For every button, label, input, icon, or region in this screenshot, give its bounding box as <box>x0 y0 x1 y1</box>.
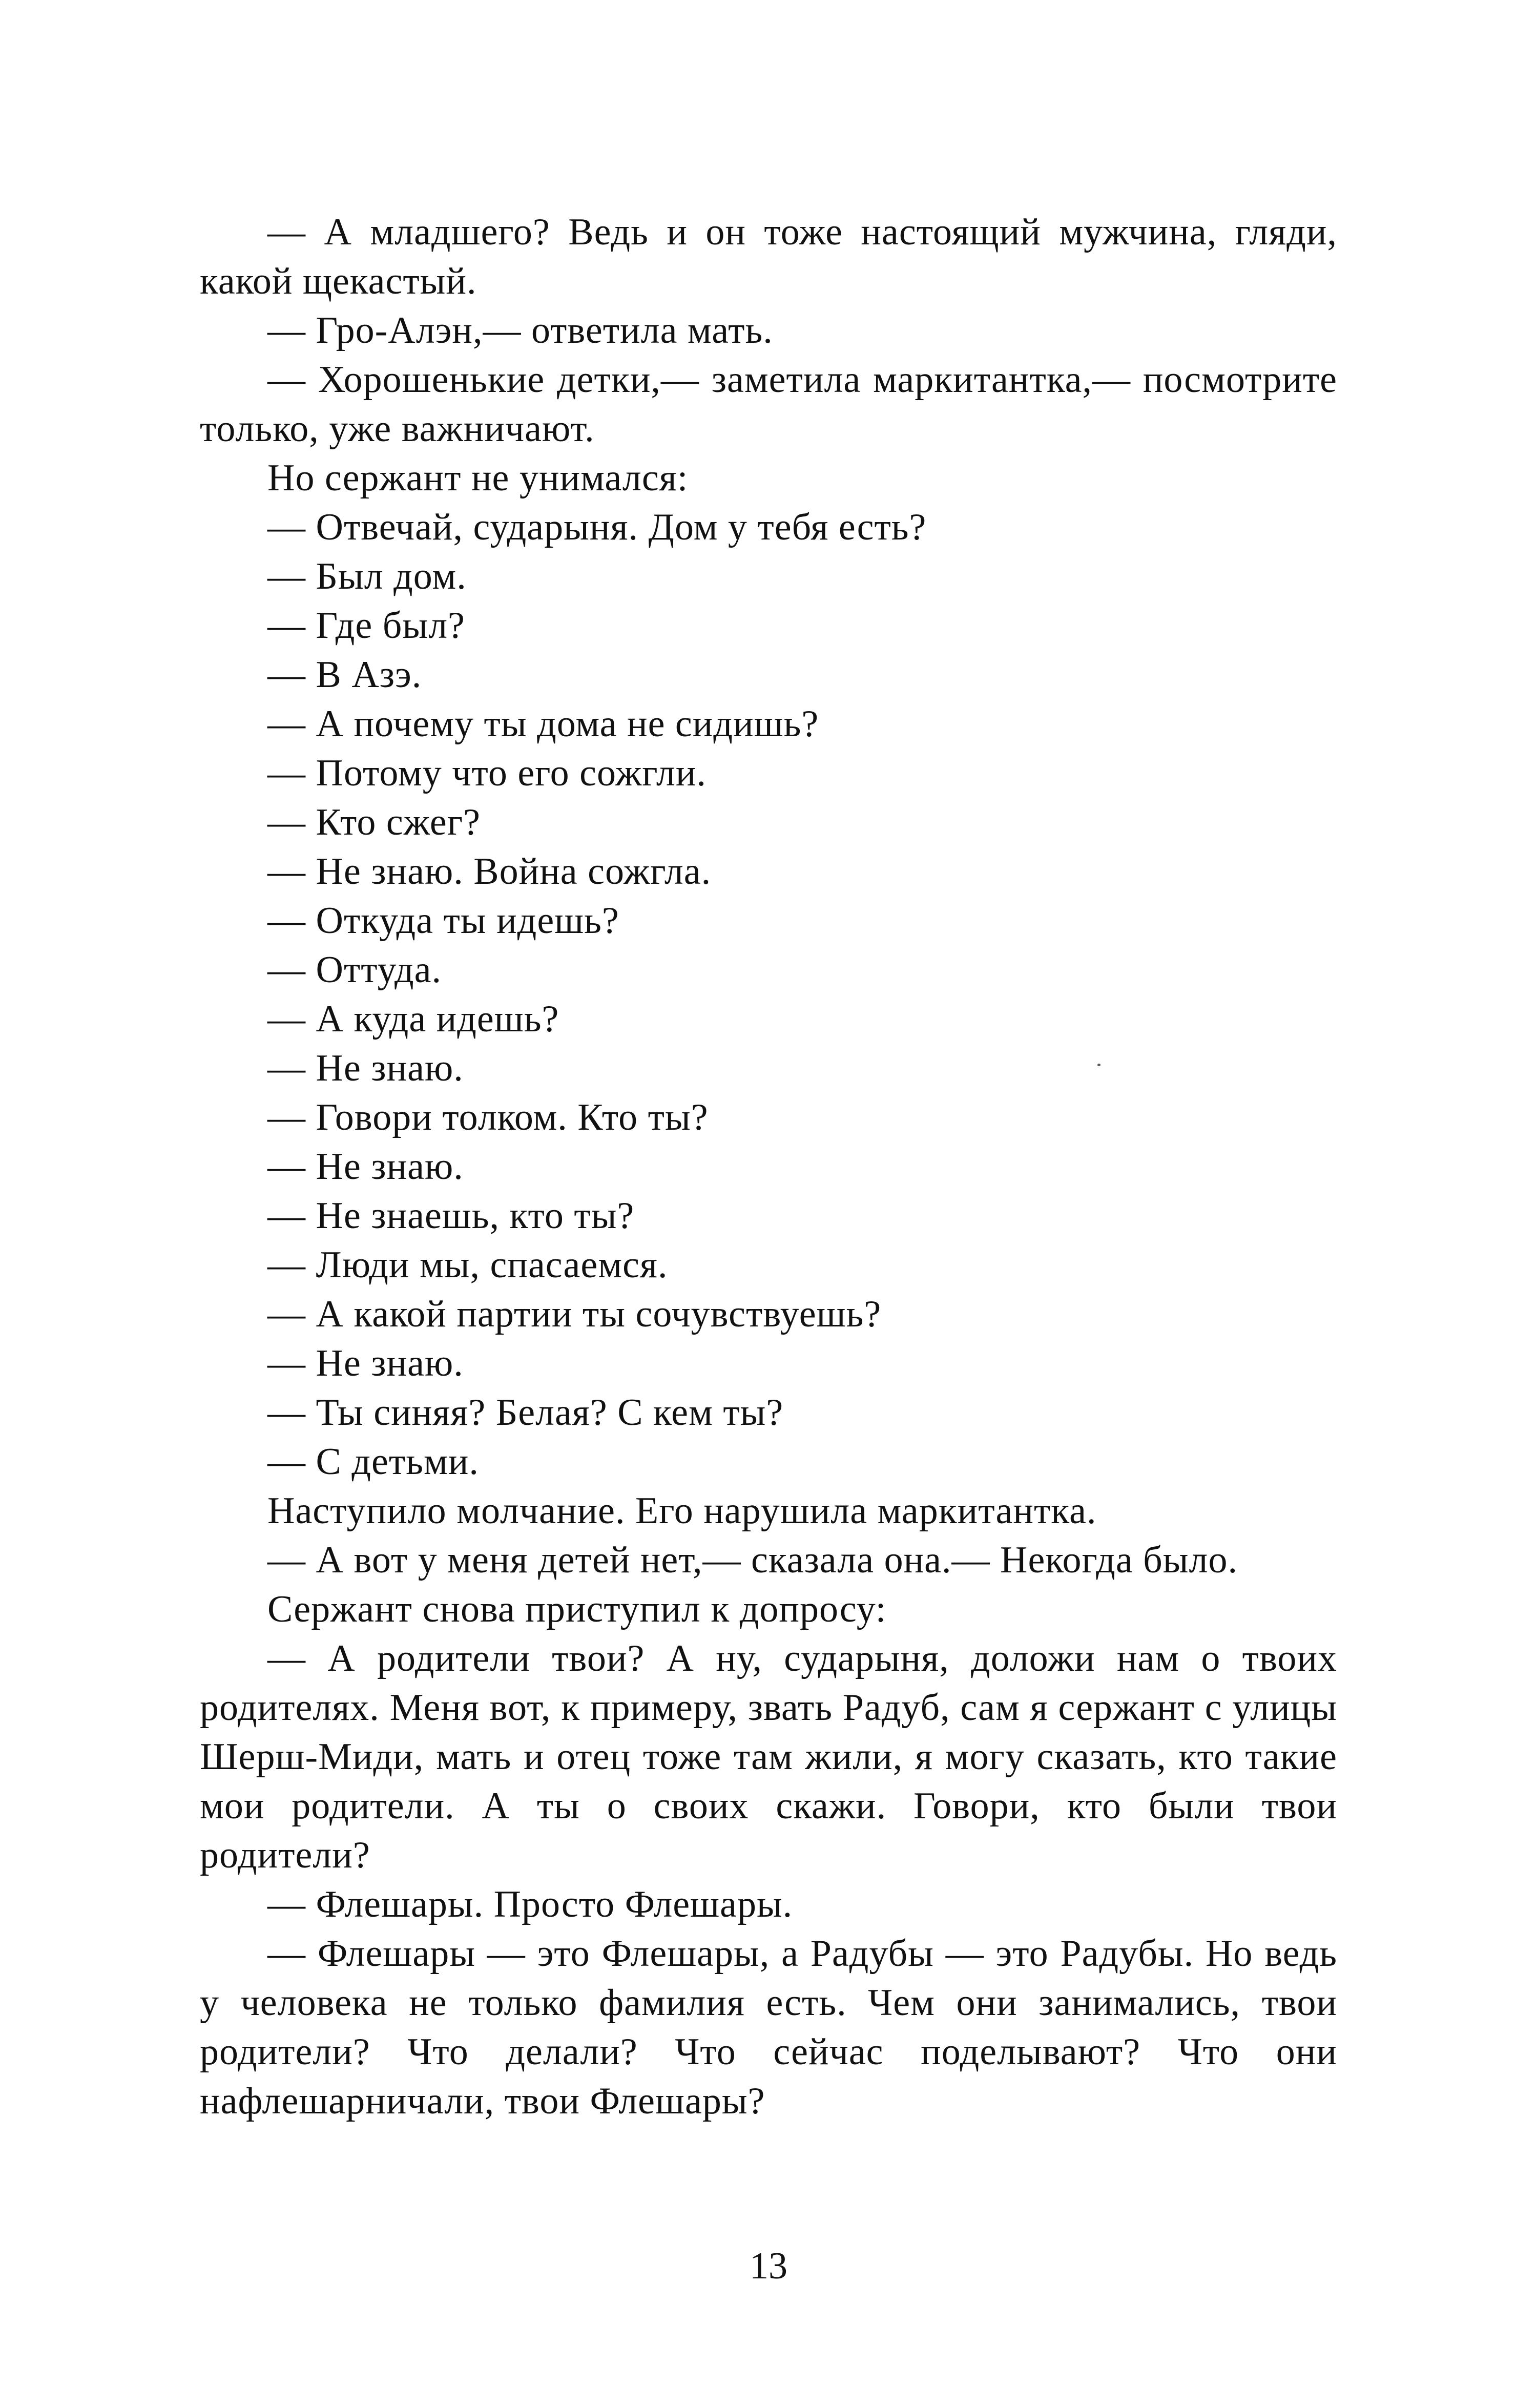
paragraph: — Флешары. Просто Флешары. <box>267 1883 793 1925</box>
paragraph: — Не знаю. Война сожгла. <box>267 850 712 892</box>
paragraph: — Не знаешь, кто ты? <box>267 1195 635 1237</box>
paragraph: Наступило молчание. Его нарушила маркитантка. <box>267 1490 1097 1532</box>
body-text <box>200 207 1337 2126</box>
paragraph: — Ты синяя? Белая? С кем ты? <box>267 1392 784 1434</box>
paragraph: — Не знаю. <box>267 1146 464 1188</box>
paragraph: — Потому что его сожгли. <box>267 752 707 794</box>
paragraph: — Кто сжег? <box>267 801 481 843</box>
paragraph: — В Азэ. <box>267 654 422 696</box>
paragraph: — Был дом. <box>267 555 467 597</box>
ink-speck <box>1097 1064 1100 1066</box>
paragraph: — А куда идешь? <box>267 998 559 1040</box>
paragraph: — Не знаю. <box>267 1047 464 1089</box>
page-number: 13 <box>750 2245 787 2287</box>
paragraph: — Отвечай, сударыня. Дом у тебя есть? <box>267 506 927 548</box>
paragraph: — Где был? <box>267 605 465 647</box>
paragraph: — А родители твои? А ну, сударыня, доложи нам о твоих родителях. Меня вот, к примеру, звать Радуб, сам я сержант с улицы Шерш-Миди, мать и отец тоже там жили, я могу сказать, кто такие мои родители. А ты о своих скажи. Говори, кто были твои родители? <box>200 1637 1337 1876</box>
paragraph: — А какой партии ты сочувствуешь? <box>267 1293 882 1335</box>
paragraph: — Хорошенькие детки,— заметила маркитантка,— посмотрите только, уже важничают. <box>200 359 1337 450</box>
paragraph: Сержант снова приступил к допросу: <box>267 1588 887 1630</box>
paragraph: — Гро-Алэн,— ответила мать. <box>267 309 773 351</box>
paragraph: — Откуда ты идешь? <box>267 900 619 942</box>
paragraph: — А вот у меня детей нет,— сказала она.— Некогда было. <box>267 1539 1238 1581</box>
paragraph: Но сержант не унимался: <box>267 457 689 499</box>
paragraph: — Оттуда. <box>267 949 442 991</box>
paragraph: — А почему ты дома не сидишь? <box>267 703 819 745</box>
paragraph: — Не знаю. <box>267 1342 464 1384</box>
paragraph: — Флешары — это Флешары, а Радубы — это Радубы. Но ведь у человека не только фамилия есть. Чем они занимались, твои родители? Что делали? Что сейчас поделывают? Что они нафлешарничали, твои Флешары? <box>200 1933 1337 2122</box>
paragraph: — А младшего? Ведь и он тоже настоящий мужчина, гляди, какой щекастый. <box>200 211 1337 302</box>
paragraph: — Говори толком. Кто ты? <box>267 1096 709 1138</box>
paragraph: — Люди мы, спасаемся. <box>267 1244 668 1286</box>
paragraph: — С детьми. <box>267 1441 479 1483</box>
